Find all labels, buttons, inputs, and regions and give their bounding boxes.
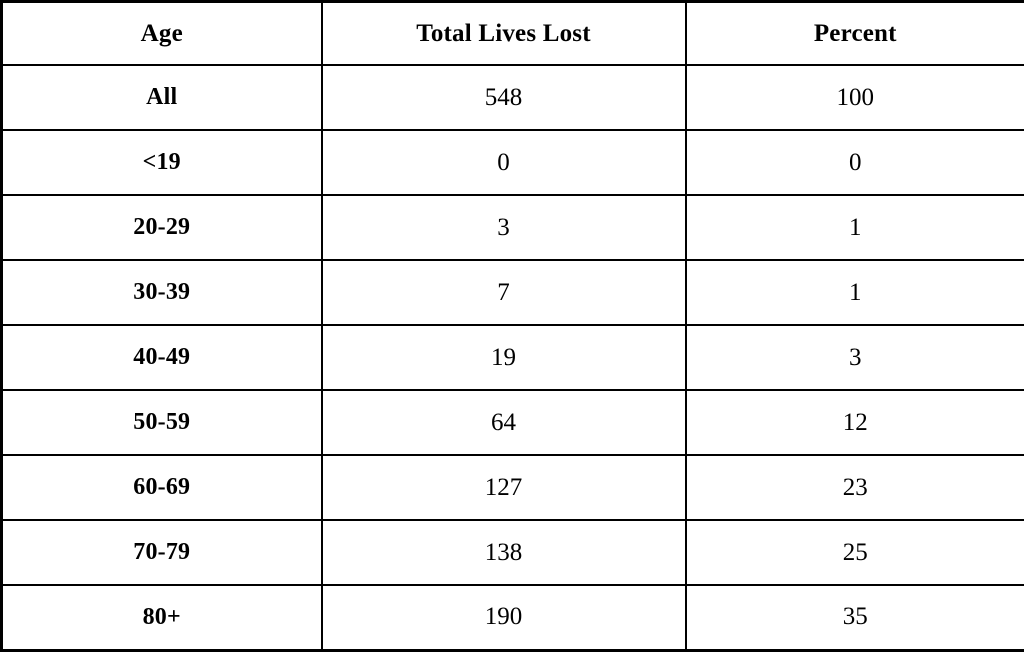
cell-total-lives-lost: 127 — [322, 455, 686, 520]
cell-total-lives-lost: 7 — [322, 260, 686, 325]
table-row — [2, 65, 1024, 130]
cell-age: <19 — [2, 130, 322, 195]
cell-total-lives-lost: 3 — [322, 195, 686, 260]
cell-total-lives-lost: 0 — [322, 130, 686, 195]
cell-age: 70-79 — [2, 520, 322, 585]
cell-age: All — [2, 65, 322, 130]
cell-total-lives-lost: 64 — [322, 390, 686, 455]
cell-age: 40-49 — [2, 325, 322, 390]
cell-total-lives-lost: 548 — [322, 65, 686, 130]
table-row — [2, 390, 1024, 455]
cell-total-lives-lost: 19 — [322, 325, 686, 390]
table-row — [2, 520, 1024, 585]
table-row — [2, 585, 1024, 650]
cell-age: 20-29 — [2, 195, 322, 260]
cell-total-lives-lost: 190 — [322, 585, 686, 650]
cell-percent: 12 — [686, 390, 1024, 455]
cell-percent: 0 — [686, 130, 1024, 195]
column-header-percent: Percent — [686, 2, 1024, 66]
cell-percent: 100 — [686, 65, 1024, 130]
cell-age: 80+ — [2, 585, 322, 650]
column-header-age: Age — [2, 2, 322, 66]
cell-percent: 25 — [686, 520, 1024, 585]
cell-percent: 23 — [686, 455, 1024, 520]
cell-age: 50-59 — [2, 390, 322, 455]
table-row — [2, 325, 1024, 390]
cell-age: 60-69 — [2, 455, 322, 520]
table-row — [2, 130, 1024, 195]
table-header-row — [2, 2, 1024, 66]
table-row — [2, 195, 1024, 260]
cell-age: 30-39 — [2, 260, 322, 325]
column-header-total-lives-lost: Total Lives Lost — [322, 2, 686, 66]
cell-total-lives-lost: 138 — [322, 520, 686, 585]
cell-percent: 1 — [686, 260, 1024, 325]
table-row — [2, 260, 1024, 325]
cell-percent: 3 — [686, 325, 1024, 390]
cell-percent: 35 — [686, 585, 1024, 650]
table-row — [2, 455, 1024, 520]
cell-percent: 1 — [686, 195, 1024, 260]
